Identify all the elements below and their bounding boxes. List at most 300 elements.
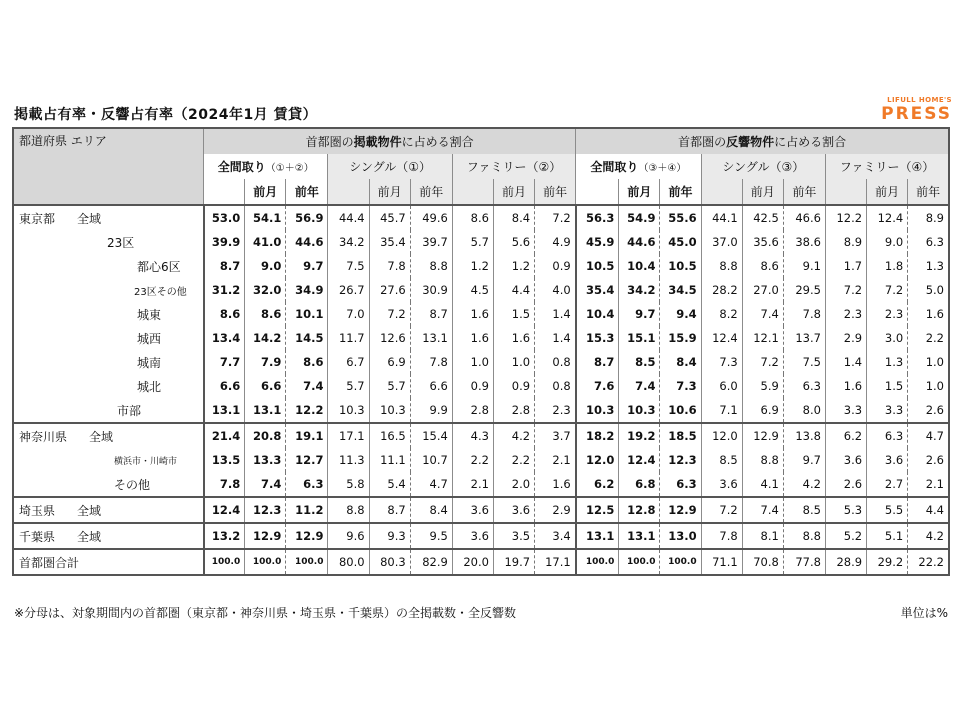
response-value-cell: 2.1 [908, 472, 949, 497]
area-label: 23区 [107, 235, 135, 250]
response-value-cell: 10.5 [660, 254, 701, 278]
response-value-cell: 54.9 [619, 205, 660, 230]
response-value-cell: 9.0 [867, 230, 908, 254]
response-value-cell: 2.2 [908, 326, 949, 350]
listing-value-cell: 8.7 [204, 254, 245, 278]
response-value-cell: 7.4 [742, 497, 783, 523]
response-value-cell: 3.6 [825, 448, 866, 472]
sub-header-current [452, 179, 493, 205]
listing-value-cell: 45.7 [369, 205, 410, 230]
area-label: 横浜市・川崎市 [114, 457, 178, 467]
page-title: 掲載占有率・反響占有率（2024年1月 賃貸） [14, 107, 318, 123]
response-value-cell: 13.0 [660, 523, 701, 549]
listing-value-cell: 11.1 [369, 448, 410, 472]
sub-header-prev-month: 前月 [742, 179, 783, 205]
response-value-cell: 18.5 [660, 423, 701, 448]
listing-value-cell: 9.0 [245, 254, 286, 278]
sub-header-prev-month: 前月 [245, 179, 286, 205]
response-value-cell: 3.0 [867, 326, 908, 350]
sub-header-current [576, 179, 619, 205]
listing-value-cell: 17.1 [328, 423, 369, 448]
response-value-cell: 13.1 [576, 523, 619, 549]
listing-value-cell: 14.5 [286, 326, 328, 350]
listing-value-cell: 44.4 [328, 205, 369, 230]
footnote: ※分母は、対象期間内の首都圏（東京都・神奈川県・埼玉県・千葉県）の全掲載数・全反響数 [14, 606, 517, 620]
listing-value-cell: 6.9 [369, 350, 410, 374]
listing-value-cell: 19.1 [286, 423, 328, 448]
area-cell [13, 398, 204, 423]
listing-value-cell: 3.6 [493, 497, 534, 523]
listing-value-cell: 1.6 [452, 302, 493, 326]
listing-value-cell: 16.5 [369, 423, 410, 448]
area-label: 都心6区 [137, 259, 181, 274]
response-value-cell: 38.6 [783, 230, 825, 254]
listing-value-cell: 2.3 [535, 398, 576, 423]
sub-header-prev-month: 前月 [619, 179, 660, 205]
response-value-cell: 55.6 [660, 205, 701, 230]
response-value-cell: 71.1 [701, 549, 742, 575]
listing-value-cell: 3.6 [452, 523, 493, 549]
area-label: 全域 [77, 503, 102, 518]
listing-value-cell: 6.7 [328, 350, 369, 374]
sub-header-current [825, 179, 866, 205]
area-cell [13, 423, 204, 448]
response-single-header: シングル（③） [701, 154, 825, 179]
sub-header-prev-year: 前年 [410, 179, 452, 205]
response-value-cell: 22.2 [908, 549, 949, 575]
response-value-cell: 3.6 [867, 448, 908, 472]
area-cell [13, 230, 204, 254]
listing-value-cell: 8.8 [410, 254, 452, 278]
area-cell [13, 523, 204, 549]
listing-value-cell: 14.2 [245, 326, 286, 350]
response-value-cell: 1.4 [825, 350, 866, 374]
listing-value-cell: 35.4 [369, 230, 410, 254]
area-column-header: 都道府県 エリア [13, 128, 204, 205]
listing-value-cell: 7.4 [245, 472, 286, 497]
listing-value-cell: 32.0 [245, 278, 286, 302]
response-value-cell: 12.3 [660, 448, 701, 472]
response-value-cell: 8.5 [619, 350, 660, 374]
listing-value-cell: 4.7 [410, 472, 452, 497]
listing-value-cell: 17.1 [535, 549, 576, 575]
response-value-cell: 2.9 [825, 326, 866, 350]
table-row [13, 523, 949, 549]
listing-value-cell: 10.3 [369, 398, 410, 423]
listing-value-cell: 20.8 [245, 423, 286, 448]
listing-value-cell: 10.1 [286, 302, 328, 326]
response-value-cell: 7.6 [576, 374, 619, 398]
area-cell [13, 278, 204, 302]
listing-value-cell: 5.4 [369, 472, 410, 497]
listing-value-cell: 8.6 [204, 302, 245, 326]
listing-value-cell: 9.9 [410, 398, 452, 423]
listing-value-cell: 10.7 [410, 448, 452, 472]
response-value-cell: 29.5 [783, 278, 825, 302]
response-value-cell: 12.1 [742, 326, 783, 350]
response-value-cell: 27.0 [742, 278, 783, 302]
listing-value-cell: 6.3 [286, 472, 328, 497]
response-value-cell: 15.9 [660, 326, 701, 350]
listing-value-cell: 1.6 [535, 472, 576, 497]
area-label: 全域 [77, 529, 102, 544]
listing-value-cell: 7.7 [204, 350, 245, 374]
response-value-cell: 12.2 [825, 205, 866, 230]
listing-value-cell: 8.7 [410, 302, 452, 326]
response-value-cell: 77.8 [783, 549, 825, 575]
response-value-cell: 10.3 [619, 398, 660, 423]
response-value-cell: 5.1 [867, 523, 908, 549]
response-value-cell: 9.4 [660, 302, 701, 326]
response-value-cell: 45.9 [576, 230, 619, 254]
response-value-cell: 5.5 [867, 497, 908, 523]
listing-value-cell: 31.2 [204, 278, 245, 302]
listing-value-cell: 11.3 [328, 448, 369, 472]
response-value-cell: 3.6 [701, 472, 742, 497]
listing-value-cell: 2.1 [535, 448, 576, 472]
table-row [13, 302, 949, 326]
response-family-header: ファミリー（④） [825, 154, 949, 179]
area-label: 全域 [77, 211, 102, 226]
response-value-cell: 56.3 [576, 205, 619, 230]
listing-value-cell: 3.7 [535, 423, 576, 448]
sub-header-prev-month: 前月 [369, 179, 410, 205]
listing-value-cell: 8.8 [328, 497, 369, 523]
listing-value-cell: 9.3 [369, 523, 410, 549]
listing-value-cell: 41.0 [245, 230, 286, 254]
listing-value-cell: 4.2 [493, 423, 534, 448]
table-body [13, 205, 949, 575]
area-label: 城南 [137, 355, 162, 370]
response-value-cell: 1.6 [825, 374, 866, 398]
response-value-cell: 13.8 [783, 423, 825, 448]
listing-value-cell: 2.8 [493, 398, 534, 423]
response-value-cell: 10.5 [576, 254, 619, 278]
listing-value-cell: 1.5 [493, 302, 534, 326]
listing-value-cell: 4.9 [535, 230, 576, 254]
sub-header-prev-month: 前月 [493, 179, 534, 205]
response-value-cell: 8.8 [701, 254, 742, 278]
area-cell [13, 254, 204, 278]
listing-value-cell: 7.4 [286, 374, 328, 398]
response-value-cell: 2.6 [908, 448, 949, 472]
response-value-cell: 6.3 [908, 230, 949, 254]
response-value-cell: 6.3 [783, 374, 825, 398]
prefecture-label: 東京都 [19, 211, 56, 226]
listing-value-cell: 100.0 [204, 549, 245, 575]
listing-value-cell: 13.1 [410, 326, 452, 350]
listing-value-cell: 8.6 [286, 350, 328, 374]
listing-group-header: 首都圏の掲載物件に占める割合 [204, 128, 576, 154]
response-value-cell: 12.4 [619, 448, 660, 472]
response-value-cell: 8.5 [701, 448, 742, 472]
response-value-cell: 45.0 [660, 230, 701, 254]
listing-value-cell: 11.2 [286, 497, 328, 523]
response-value-cell: 7.2 [742, 350, 783, 374]
prefecture-label: 千葉県 [19, 529, 56, 544]
response-value-cell: 6.2 [825, 423, 866, 448]
unit-label: 単位は% [900, 606, 948, 620]
response-value-cell: 12.8 [619, 497, 660, 523]
listing-value-cell: 39.9 [204, 230, 245, 254]
listing-value-cell: 56.9 [286, 205, 328, 230]
sub-header-current [328, 179, 369, 205]
sub-header-prev-year: 前年 [660, 179, 701, 205]
response-value-cell: 18.2 [576, 423, 619, 448]
response-value-cell: 8.9 [908, 205, 949, 230]
response-value-cell: 8.0 [783, 398, 825, 423]
response-value-cell: 8.1 [742, 523, 783, 549]
listing-value-cell: 9.7 [286, 254, 328, 278]
listing-value-cell: 7.8 [410, 350, 452, 374]
response-value-cell: 1.6 [908, 302, 949, 326]
response-value-cell: 7.4 [742, 302, 783, 326]
response-value-cell: 8.8 [783, 523, 825, 549]
listing-value-cell: 12.9 [245, 523, 286, 549]
area-label: 城西 [137, 331, 162, 346]
listing-value-cell: 49.6 [410, 205, 452, 230]
listing-value-cell: 5.7 [328, 374, 369, 398]
listing-value-cell: 80.0 [328, 549, 369, 575]
response-value-cell: 42.5 [742, 205, 783, 230]
listing-value-cell: 7.8 [369, 254, 410, 278]
response-value-cell: 4.7 [908, 423, 949, 448]
listing-value-cell: 3.5 [493, 523, 534, 549]
listing-value-cell: 5.7 [369, 374, 410, 398]
listing-value-cell: 19.7 [493, 549, 534, 575]
response-value-cell: 2.3 [867, 302, 908, 326]
response-value-cell: 12.9 [742, 423, 783, 448]
response-value-cell: 6.3 [660, 472, 701, 497]
listing-value-cell: 15.4 [410, 423, 452, 448]
area-cell [13, 350, 204, 374]
table-row [13, 230, 949, 254]
response-value-cell: 12.4 [701, 326, 742, 350]
response-value-cell: 9.7 [619, 302, 660, 326]
listing-value-cell: 1.2 [493, 254, 534, 278]
response-value-cell: 1.3 [908, 254, 949, 278]
area-label: 市部 [117, 403, 142, 418]
listing-value-cell: 8.4 [410, 497, 452, 523]
listing-value-cell: 8.4 [493, 205, 534, 230]
response-value-cell: 8.4 [660, 350, 701, 374]
listing-value-cell: 13.3 [245, 448, 286, 472]
listing-value-cell: 12.2 [286, 398, 328, 423]
listing-value-cell: 7.2 [535, 205, 576, 230]
listing-value-cell: 13.4 [204, 326, 245, 350]
listing-value-cell: 6.6 [410, 374, 452, 398]
response-value-cell: 3.3 [825, 398, 866, 423]
area-label: 全域 [89, 429, 114, 444]
response-value-cell: 7.8 [701, 523, 742, 549]
listing-value-cell: 9.5 [410, 523, 452, 549]
response-value-cell: 7.5 [783, 350, 825, 374]
sub-header-prev-year: 前年 [908, 179, 949, 205]
listing-value-cell: 26.7 [328, 278, 369, 302]
response-all-header: 全間取り（③＋④） [576, 154, 701, 179]
response-value-cell: 5.3 [825, 497, 866, 523]
listing-value-cell: 4.3 [452, 423, 493, 448]
listing-value-cell: 0.8 [535, 374, 576, 398]
listing-value-cell: 9.6 [328, 523, 369, 549]
response-value-cell: 4.2 [908, 523, 949, 549]
press-logo [868, 96, 952, 123]
listing-value-cell: 100.0 [286, 549, 328, 575]
prefecture-label: 神奈川県 [19, 429, 68, 444]
table-row [13, 205, 949, 230]
response-value-cell: 46.6 [783, 205, 825, 230]
response-value-cell: 1.3 [867, 350, 908, 374]
listing-value-cell: 3.4 [535, 523, 576, 549]
table-row [13, 549, 949, 575]
response-value-cell: 3.3 [867, 398, 908, 423]
response-value-cell: 6.3 [867, 423, 908, 448]
listing-value-cell: 21.4 [204, 423, 245, 448]
area-cell [13, 205, 204, 230]
response-value-cell: 7.2 [825, 278, 866, 302]
sub-header-prev-year: 前年 [286, 179, 328, 205]
response-value-cell: 10.3 [576, 398, 619, 423]
sub-header-prev-year: 前年 [535, 179, 576, 205]
response-value-cell: 100.0 [619, 549, 660, 575]
response-value-cell: 12.9 [660, 497, 701, 523]
listing-value-cell: 1.4 [535, 302, 576, 326]
sub-header-current [204, 179, 245, 205]
logo-line2: PRESS [881, 104, 952, 124]
listing-value-cell: 6.6 [245, 374, 286, 398]
response-value-cell: 6.2 [576, 472, 619, 497]
response-value-cell: 1.7 [825, 254, 866, 278]
listing-value-cell: 8.7 [369, 497, 410, 523]
listing-value-cell: 8.6 [245, 302, 286, 326]
response-value-cell: 7.8 [783, 302, 825, 326]
response-value-cell: 5.0 [908, 278, 949, 302]
listing-value-cell: 8.6 [452, 205, 493, 230]
response-value-cell: 15.3 [576, 326, 619, 350]
response-value-cell: 7.3 [701, 350, 742, 374]
listing-value-cell: 2.8 [452, 398, 493, 423]
listing-value-cell: 2.2 [452, 448, 493, 472]
response-group-header: 首都圏の反響物件に占める割合 [576, 128, 949, 154]
response-value-cell: 28.9 [825, 549, 866, 575]
listing-value-cell: 12.4 [204, 497, 245, 523]
response-value-cell: 2.6 [908, 398, 949, 423]
logo-line1: LIFULL HOME'S [887, 96, 952, 104]
area-cell [13, 472, 204, 497]
area-cell [13, 549, 204, 575]
response-value-cell: 4.4 [908, 497, 949, 523]
listing-value-cell: 20.0 [452, 549, 493, 575]
response-value-cell: 7.2 [867, 278, 908, 302]
response-value-cell: 4.1 [742, 472, 783, 497]
response-value-cell: 9.7 [783, 448, 825, 472]
response-value-cell: 8.8 [742, 448, 783, 472]
table-row [13, 326, 949, 350]
listing-value-cell: 10.3 [328, 398, 369, 423]
response-value-cell: 1.5 [867, 374, 908, 398]
listing-all-header: 全間取り（①＋②） [204, 154, 328, 179]
listing-value-cell: 4.4 [493, 278, 534, 302]
listing-value-cell: 7.9 [245, 350, 286, 374]
response-value-cell: 1.0 [908, 350, 949, 374]
listing-value-cell: 12.3 [245, 497, 286, 523]
listing-value-cell: 44.6 [286, 230, 328, 254]
listing-value-cell: 2.2 [493, 448, 534, 472]
response-value-cell: 2.7 [867, 472, 908, 497]
response-value-cell: 7.4 [619, 374, 660, 398]
response-value-cell: 7.3 [660, 374, 701, 398]
response-value-cell: 44.1 [701, 205, 742, 230]
listing-value-cell: 1.0 [452, 350, 493, 374]
response-value-cell: 34.2 [619, 278, 660, 302]
response-value-cell: 13.7 [783, 326, 825, 350]
area-label: 城北 [137, 379, 162, 394]
table-row [13, 398, 949, 423]
listing-value-cell: 1.0 [493, 350, 534, 374]
response-value-cell: 44.6 [619, 230, 660, 254]
response-value-cell: 12.0 [701, 423, 742, 448]
sub-header-prev-month: 前月 [867, 179, 908, 205]
response-value-cell: 8.5 [783, 497, 825, 523]
response-value-cell: 1.8 [867, 254, 908, 278]
listing-value-cell: 54.1 [245, 205, 286, 230]
response-value-cell: 15.1 [619, 326, 660, 350]
area-label: その他 [114, 477, 151, 492]
listing-value-cell: 1.6 [493, 326, 534, 350]
prefecture-label: 首都圏合計 [19, 555, 80, 570]
response-value-cell: 7.1 [701, 398, 742, 423]
area-label: 23区その他 [134, 286, 187, 298]
listing-value-cell: 7.0 [328, 302, 369, 326]
area-cell [13, 302, 204, 326]
listing-single-header: シングル（①） [328, 154, 452, 179]
listing-value-cell: 0.9 [535, 254, 576, 278]
area-cell [13, 326, 204, 350]
sub-header-current [701, 179, 742, 205]
listing-value-cell: 2.9 [535, 497, 576, 523]
listing-value-cell: 0.9 [493, 374, 534, 398]
listing-value-cell: 1.4 [535, 326, 576, 350]
listing-value-cell: 0.8 [535, 350, 576, 374]
response-value-cell: 10.4 [619, 254, 660, 278]
listing-value-cell: 12.6 [369, 326, 410, 350]
response-value-cell: 28.2 [701, 278, 742, 302]
response-value-cell: 12.0 [576, 448, 619, 472]
response-value-cell: 35.6 [742, 230, 783, 254]
response-value-cell: 2.3 [825, 302, 866, 326]
listing-value-cell: 2.1 [452, 472, 493, 497]
listing-family-header: ファミリー（②） [452, 154, 575, 179]
area-cell [13, 448, 204, 472]
response-value-cell: 34.5 [660, 278, 701, 302]
listing-value-cell: 30.9 [410, 278, 452, 302]
area-cell [13, 497, 204, 523]
listing-value-cell: 11.7 [328, 326, 369, 350]
listing-value-cell: 13.2 [204, 523, 245, 549]
table-row [13, 254, 949, 278]
listing-value-cell: 13.1 [245, 398, 286, 423]
listing-value-cell: 1.6 [452, 326, 493, 350]
listing-value-cell: 3.6 [452, 497, 493, 523]
table-row [13, 278, 949, 302]
listing-value-cell: 39.7 [410, 230, 452, 254]
response-value-cell: 6.8 [619, 472, 660, 497]
response-value-cell: 10.4 [576, 302, 619, 326]
listing-value-cell: 5.7 [452, 230, 493, 254]
listing-value-cell: 1.2 [452, 254, 493, 278]
sub-header-prev-year: 前年 [783, 179, 825, 205]
listing-value-cell: 7.8 [204, 472, 245, 497]
